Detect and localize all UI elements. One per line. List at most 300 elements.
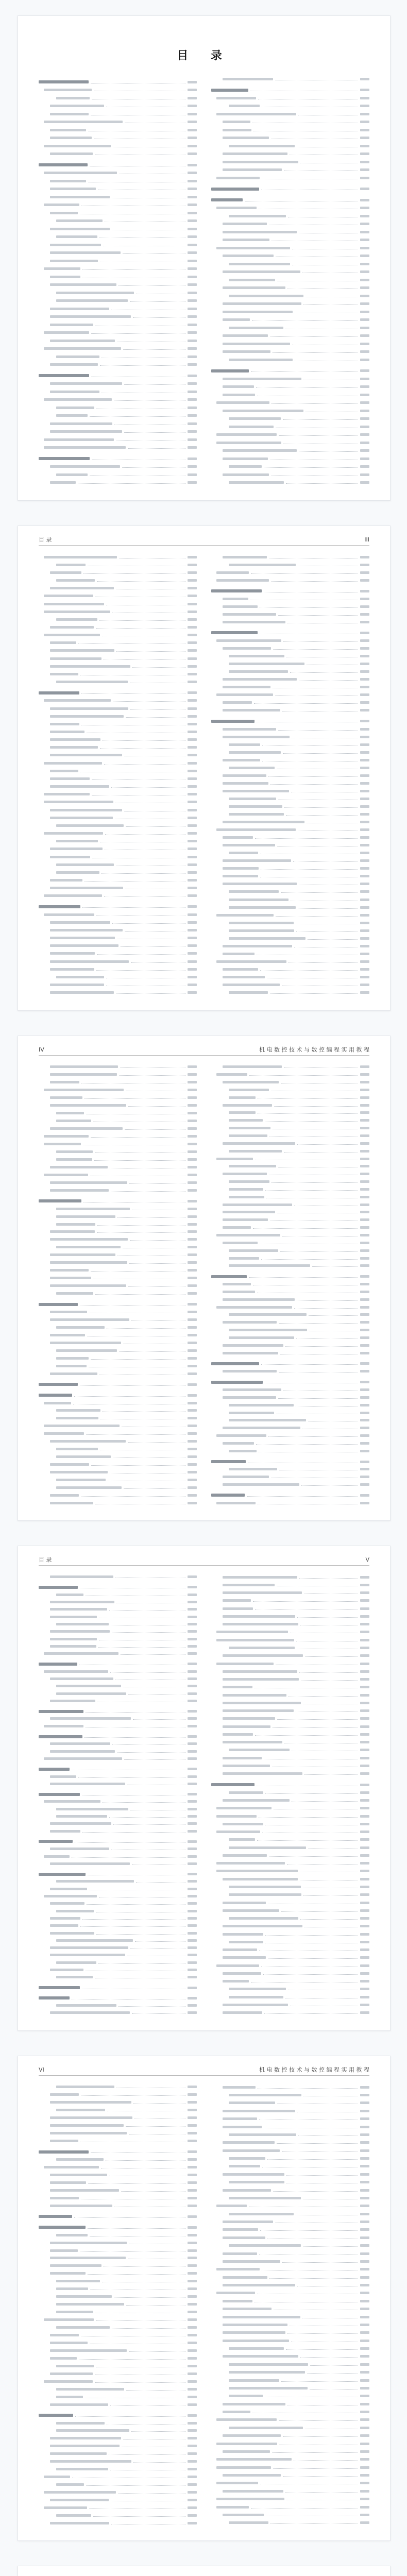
toc-dot-leader [82,276,185,278]
toc-dot-leader [91,1269,185,1272]
toc-entry-title [229,2165,260,2167]
toc-dot-leader [297,1142,358,1145]
toc-entry [39,1073,197,1077]
toc-page-number [360,1964,369,1967]
toc-entry-title [223,2514,264,2516]
toc-page-number [188,1318,197,1321]
toc-entry [211,1709,369,1713]
toc-dot-leader [104,894,185,897]
toc-entry [211,1403,369,1407]
toc-page-number [188,260,197,262]
toc-entry [39,991,197,995]
toc-dot-leader [293,859,358,862]
toc-entry-title [223,1104,272,1107]
toc-page-number [360,97,369,99]
toc-page-number [360,1173,369,1175]
toc-entry-title [44,595,93,597]
toc-entry-title [50,1494,79,1497]
toc-page-number [188,1166,197,1168]
toc-dot-leader [99,1372,185,1375]
toc-dot-leader [91,331,185,334]
toc-dot-leader [271,1476,358,1478]
toc-entry-title [50,1096,82,1099]
toc-dot-leader [255,1686,358,1688]
toc-dot-leader [257,1291,358,1293]
toc-entry [39,1127,197,1131]
toc-entry [39,1230,197,1234]
toc-page-number [360,1909,369,1912]
toc-dot-leader [294,1204,358,1206]
toc-entry-title [216,1631,288,1633]
toc-dot-leader [264,465,358,468]
toc-entry [39,1214,197,1218]
toc-entry-title [50,2522,109,2524]
toc-dot-leader [84,1096,185,1099]
toc-page-number [360,782,369,785]
toc-right-column [211,555,369,995]
toc-entry-title [229,2133,296,2136]
toc-entry-title [50,929,123,931]
toc-entry [39,609,197,614]
toc-page-number [360,2276,369,2279]
toc-entry-title [50,879,82,882]
toc-entry-title [50,2349,127,2352]
toc-entry-title [223,343,290,345]
toc-dot-leader [299,1576,358,1579]
toc-entry [211,2164,369,2168]
toc-page-number [360,1807,369,1809]
toc-page-number [188,817,197,819]
toc-entry [39,1822,197,1825]
toc-page-number [188,414,197,417]
toc-dot-leader [136,1880,185,1883]
toc-entry [211,1956,369,1960]
toc-entry [211,1908,369,1912]
toc-entry [211,654,369,658]
toc-dot-leader [89,1311,185,1313]
toc-entry [39,761,197,765]
toc-page-number [188,2334,197,2336]
toc-entry-title [223,2284,295,2286]
toc-entry-title [44,1895,97,1897]
toc-dot-leader [125,929,185,931]
toc-entry [211,796,369,801]
toc-entry-title [50,1750,115,1753]
toc-entry [39,1630,197,1633]
toc-page-number [188,1917,197,1920]
toc-dot-leader [258,2086,358,2089]
toc-dot-leader [100,746,185,749]
toc-page-number [360,327,369,329]
toc-entry-title [50,626,94,629]
toc-dot-leader [97,1223,185,1226]
toc-page-number [360,1831,369,1833]
toc-entry [211,1111,369,1115]
toc-entry-title [216,1639,294,1641]
toc-page-number [360,1654,369,1657]
toc-dot-leader [80,212,185,214]
toc-entry [39,144,197,148]
toc-dot-leader [278,1396,358,1399]
toc-dot-leader [271,473,358,476]
toc-dot-leader [289,960,358,963]
toc-page-number [188,571,197,574]
toc-page-number [360,1427,369,1429]
toc-entry [39,563,197,567]
toc-page-number [360,2443,369,2445]
toc-entry-title [44,172,117,174]
toc-page-number [188,1623,197,1625]
toc-entry-title [50,1848,109,1850]
toc-dot-leader [308,1419,358,1421]
toc-entry [39,928,197,932]
toc-entry [39,855,197,859]
toc-entry-title [229,2181,284,2183]
toc-dot-leader [272,1765,358,1767]
toc-entry-title [223,2276,267,2279]
toc-entry [211,1226,369,1230]
toc-entry [211,318,369,323]
toc-entry [211,1622,369,1626]
toc-entry-title [39,1793,80,1796]
toc-dot-leader [109,2452,185,2455]
toc-page-number [188,164,197,166]
toc-dot-leader [95,595,185,597]
toc-entry [211,620,369,624]
toc-entry-title [229,937,306,940]
toc-page-number [188,611,197,613]
toc-entry [211,358,369,362]
toc-page-number [360,556,369,558]
toc-entry [211,425,369,429]
toc-entry [39,1207,197,1211]
toc-dot-leader [282,1234,358,1236]
toc-page-number [360,1725,369,1728]
toc-entry-title [56,1880,134,1883]
toc-entry-title [223,2434,281,2437]
toc-dot-leader [270,1218,358,1221]
toc-right-column [211,2085,369,2525]
toc-entry [211,2323,369,2327]
toc-page-number [188,2460,197,2463]
toc-entry-title [216,442,281,444]
toc-entry-title [223,385,254,388]
toc-page-number [188,1479,197,1481]
toc-entry [39,2341,197,2345]
toc-page-number [360,1591,369,1594]
toc-entry [211,2346,369,2350]
toc-entry-title [223,378,301,380]
toc-entry-title [223,1972,261,1975]
toc-dot-leader [285,327,358,329]
toc-dot-leader [302,1427,358,1429]
toc-dot-leader [299,449,358,452]
toc-entry [39,1104,197,1108]
toc-entry-title [223,875,258,877]
toc-entry [39,769,197,773]
toc-page-number [360,2094,369,2096]
toc-dot-leader [294,2458,358,2461]
toc-dot-leader [303,302,358,305]
toc-entry [39,437,197,442]
toc-page-number [360,1576,369,1579]
toc-entry-title [223,2340,289,2342]
toc-entry [211,2449,369,2453]
toc-entry-title [229,2387,308,2389]
toc-entry-title [229,2363,308,2366]
toc-entry-title [39,80,89,83]
toc-chapter-entry [39,1996,197,2000]
toc-page-number [188,1987,197,1989]
toc-page-number [188,105,197,107]
toc-page-number [188,556,197,558]
toc-dot-leader [103,738,185,741]
toc-dot-leader [81,204,185,206]
toc-page-number [188,1349,197,1352]
toc-entry-title [50,1862,130,1865]
toc-entry [211,1218,369,1222]
toc-dot-leader [257,1784,358,1786]
toc-dot-leader [86,1594,185,1596]
toc-entry [39,1501,197,1505]
toc-dot-leader [264,2011,358,2014]
toc-entry-title [50,1575,113,1578]
toc-page-number [360,2117,369,2120]
toc-dot-leader [277,1211,358,1213]
toc-dot-leader [295,311,358,313]
toc-dot-leader [282,984,358,986]
toc-page-number [188,848,197,850]
toc-entry-title [50,1269,89,1272]
toc-page-number [188,793,197,795]
toc-entry-title [56,1120,91,1122]
toc-page-number [188,929,197,931]
toc-entry-title [50,2264,101,2267]
toc-entry [39,171,197,176]
toc-page-number [188,1793,197,1795]
toc-dot-leader [74,2215,185,2218]
toc-page-number [188,626,197,629]
toc-dot-leader [265,1119,358,1122]
toc-entry [211,2141,369,2145]
toc-entry-title [223,1623,298,1625]
toc-page-number [360,255,369,257]
toc-entry [39,1684,197,1688]
toc-entry [211,1411,369,1415]
toc-entry-title [223,953,255,955]
toc-dot-leader [292,263,358,265]
toc-page-number [360,1096,369,1099]
toc-dot-leader [253,1283,358,1285]
toc-page-number [360,2213,369,2215]
toc-dot-leader [88,180,185,182]
toc-entry-title [50,1775,76,1778]
toc-dot-leader [260,632,358,634]
toc-entry [211,1118,369,1123]
toc-page-number [360,1211,369,1213]
toc-dot-leader [94,89,185,91]
toc-entry [211,2283,369,2287]
toc-entry-title [50,1065,118,1068]
toc-page-number [188,2140,197,2142]
toc-dot-leader [110,1166,185,1168]
toc-dot-leader [269,1134,358,1137]
toc-page-number [188,699,197,702]
toc-page-number [188,1238,197,1241]
toc-page-number [360,1846,369,1849]
toc-page-number [360,906,369,909]
toc-entry-title [223,1670,297,1673]
toc-page-number [188,587,197,589]
toc-entry-title [229,852,258,854]
toc-page-number [188,1425,197,1427]
toc-entry-title [50,1372,97,1375]
toc-entry [211,570,369,574]
toc-page-number [188,777,197,780]
toc-page-number [360,473,369,476]
toc-dot-leader [279,1321,358,1324]
toc-entry [211,2489,369,2493]
toc-dot-leader [95,2372,185,2375]
toc-entry [39,1894,197,1898]
toc-entry-title [229,1996,283,1998]
toc-page-number [360,1663,369,1665]
toc-dot-leader [260,968,358,971]
toc-entry-title [229,798,276,800]
toc-page-number [360,639,369,642]
toc-entry [211,152,369,157]
toc-page-number [188,1326,197,1329]
toc-dot-leader [123,1685,185,1687]
toc-page-number [188,1284,197,1287]
toc-dot-leader [82,267,185,270]
toc-page-number [188,1735,197,1738]
toc-entry-title [216,433,277,436]
toc-entry [39,2248,197,2252]
toc-page [18,526,391,1011]
toc-dot-leader [292,736,358,738]
toc-entry [211,890,369,894]
toc-entry [211,1987,369,1991]
toc-page-number [188,375,197,377]
toc-dot-leader [277,767,358,769]
toc-entry [39,570,197,574]
toc-entry-title [56,2280,100,2282]
toc-dot-leader [114,398,185,401]
toc-entry [211,2521,369,2525]
toc-page-number [188,1750,197,1753]
toc-dot-leader [96,406,185,409]
running-head-title: 目 录 [39,1556,52,1563]
toc-dot-leader [292,343,358,345]
toc-entry [39,1847,197,1851]
toc-entry [39,816,197,820]
toc-entry [211,1210,369,1214]
toc-page-number [188,1104,197,1107]
toc-page-number [188,984,197,986]
toc-dot-leader [96,626,185,629]
toc-dot-leader [109,2174,185,2176]
toc-page-number [360,1188,369,1191]
toc-entry [211,1305,369,1309]
toc-dot-leader [275,2221,358,2223]
toc-page-number [360,129,369,131]
toc-entry-title [56,2365,94,2367]
toc-page-number [360,137,369,139]
toc-page-number [360,1607,369,1610]
toc-page-number [360,2403,369,2405]
toc-dot-leader [123,1342,185,1344]
toc-entry [211,1328,369,1332]
running-head-title: 机 电 数 控 技 术 与 数 控 编 程 实 用 教 程 [259,2066,369,2073]
toc-entry-title [216,113,296,115]
toc-dot-leader [296,1404,358,1406]
toc-dot-leader [261,1964,358,1967]
toc-page-number [188,1638,197,1640]
toc-dot-leader [95,2380,185,2383]
toc-dot-leader [101,391,185,393]
toc-page-number [360,2086,369,2089]
toc-dot-leader [266,2514,358,2516]
toc-entry [39,2467,197,2471]
toc-dot-leader [103,1409,185,1412]
toc-entry [211,1814,369,1818]
toc-dot-leader [74,1394,185,1397]
toc-entry-title [229,922,294,924]
toc-dot-leader [268,1902,358,1904]
toc-entry-title [223,1694,286,1697]
toc-entry [39,555,197,559]
toc-entry [39,251,197,256]
toc-entry-title [56,2311,93,2313]
toc-entry-title [223,2228,258,2231]
toc-entry [211,1838,369,1842]
toc-entry-title [223,2252,257,2255]
toc-entry [39,1724,197,1728]
toc-dot-leader [284,168,358,171]
toc-entry [39,88,197,93]
toc-entry-title [223,2331,285,2334]
toc-entry [39,602,197,606]
toc-entry [39,1924,197,1927]
toc-dot-leader [287,621,358,623]
toc-entry-title [216,2205,247,2207]
toc-dot-leader [277,1584,358,1586]
toc-dot-leader [249,1073,358,1076]
toc-page-number [360,945,369,947]
toc-dot-leader [120,1065,185,1068]
toc-dot-leader [86,2483,185,2486]
toc-page-number [360,1483,369,1486]
toc-page-number [360,1941,369,1943]
toc-entry [39,1931,197,1935]
toc-dot-leader [264,1757,358,1759]
toc-entry-title [56,1692,126,1695]
toc-page-number [360,239,369,241]
toc-page-number [360,1902,369,1904]
toc-dot-leader [296,1709,358,1712]
toc-entry [39,1424,197,1428]
toc-page-number [188,1417,197,1419]
toc-entry-title [223,1615,295,1618]
toc-entry-title [223,1483,299,1486]
toc-entry-title [50,587,114,589]
toc-entry [39,96,197,100]
toc-dot-leader [309,1313,358,1316]
toc-entry-title [223,1584,275,1586]
toc-entry [211,1475,369,1479]
toc-entry [211,882,369,886]
